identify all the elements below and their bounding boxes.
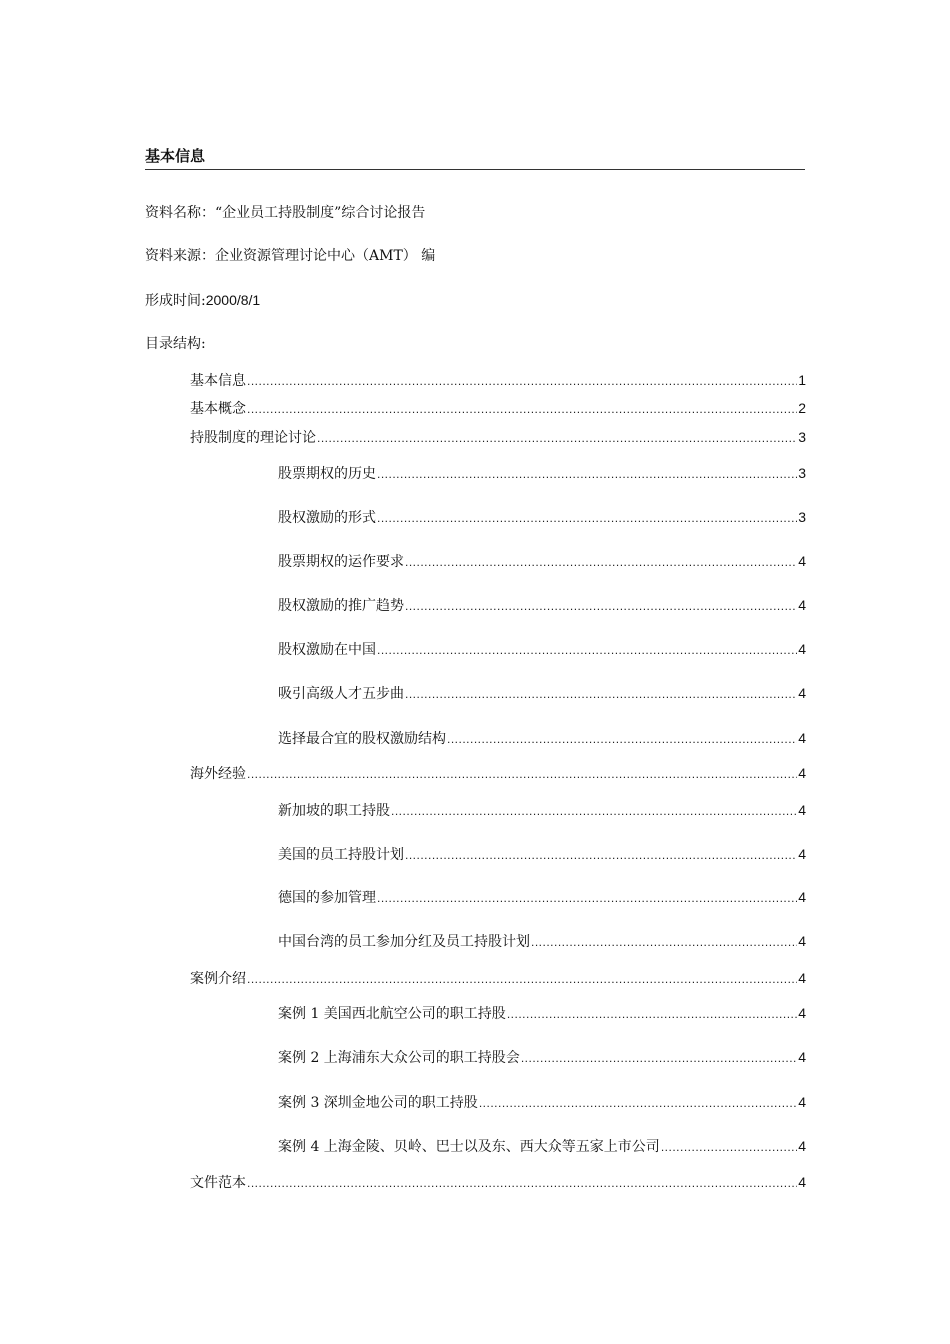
toc-entry[interactable] xyxy=(190,427,806,448)
toc-entry-title: 持股制度的理论讨论 xyxy=(190,430,316,446)
toc-entry-page: 4 xyxy=(798,933,806,949)
toc-dot-leader xyxy=(531,932,797,952)
toc-entry-title: 中国台湾的员工参加分红及员工持股计划 xyxy=(278,934,530,950)
toc-entry-page: 3 xyxy=(798,509,806,525)
toc-dot-leader xyxy=(405,684,797,704)
toc-entry-page: 4 xyxy=(798,846,806,862)
toc-entry-title: 股权激励在中国 xyxy=(278,642,376,658)
toc-entry-page: 2 xyxy=(798,400,806,416)
toc-entry[interactable] xyxy=(278,639,806,660)
toc-dot-leader xyxy=(247,371,797,391)
toc-entry[interactable] xyxy=(278,1136,806,1157)
toc-dot-leader xyxy=(247,399,797,419)
toc-entry[interactable] xyxy=(278,844,806,865)
toc-entry-page: 4 xyxy=(798,1005,806,1021)
toc-entry-page: 4 xyxy=(798,685,806,701)
toc-entry-title: 案例 4 上海金陵、贝岭、巴士以及东、西大众等五家上市公司 xyxy=(278,1139,660,1155)
toc-entry-title: 基本概念 xyxy=(190,401,246,417)
toc-entry-page: 3 xyxy=(798,429,806,445)
toc-dot-leader xyxy=(377,888,797,908)
toc-dot-leader xyxy=(377,508,797,528)
toc-entry-title: 德国的参加管理 xyxy=(278,890,376,906)
toc-dot-leader xyxy=(661,1137,797,1157)
meta-name-value: “企业员工持股制度”综合讨论报告 xyxy=(215,205,426,221)
toc-entry[interactable] xyxy=(190,763,806,784)
meta-source-value: 企业资源管理讨论中心（AMT） 编 xyxy=(215,248,436,264)
toc-entry-page: 4 xyxy=(798,553,806,569)
toc-entry-page: 1 xyxy=(798,372,806,388)
toc-entry-page: 4 xyxy=(798,970,806,986)
toc-entry-title: 股权激励的推广趋势 xyxy=(278,598,404,614)
toc-entry[interactable] xyxy=(278,1003,806,1024)
toc-entry-title: 案例 1 美国西北航空公司的职工持股 xyxy=(278,1006,506,1022)
toc-entry[interactable] xyxy=(278,683,806,704)
toc-entry[interactable] xyxy=(278,931,806,952)
toc-entry[interactable] xyxy=(278,507,806,528)
toc-entry[interactable] xyxy=(190,398,806,419)
meta-name-label: 资料名称： xyxy=(145,205,215,221)
toc-entry-page: 4 xyxy=(798,1174,806,1190)
meta-date-value: 2000/8/1 xyxy=(205,292,261,308)
toc-entry-title: 股票期权的运作要求 xyxy=(278,554,404,570)
toc-entry-title: 美国的员工持股计划 xyxy=(278,847,404,863)
toc-entry-title: 新加坡的职工持股 xyxy=(278,803,390,819)
toc-entry-title: 股票期权的历史 xyxy=(278,466,376,482)
toc-entry-title: 案例 2 上海浦东大众公司的职工持股会 xyxy=(278,1050,520,1066)
toc-dot-leader xyxy=(521,1048,797,1068)
toc-entry-title: 案例 3 深圳金地公司的职工持股 xyxy=(278,1095,478,1111)
toc-entry-title: 海外经验 xyxy=(190,766,246,782)
toc-dot-leader xyxy=(377,640,797,660)
toc-entry-page: 4 xyxy=(798,730,806,746)
toc-entry[interactable] xyxy=(190,370,806,391)
toc-dot-leader xyxy=(247,969,797,989)
toc-entry-title: 案例介绍 xyxy=(190,971,246,987)
toc-entry-title: 吸引高级人才五步曲 xyxy=(278,686,404,702)
toc-entry-page: 4 xyxy=(798,802,806,818)
toc-entry[interactable] xyxy=(278,1047,806,1068)
toc-dot-leader xyxy=(405,552,797,572)
toc-entry[interactable] xyxy=(278,595,806,616)
toc-dot-leader xyxy=(405,845,797,865)
toc-entry-page: 4 xyxy=(798,1049,806,1065)
toc-entry[interactable] xyxy=(278,551,806,572)
toc-dot-leader xyxy=(247,764,797,784)
toc-entry-page: 4 xyxy=(798,597,806,613)
toc-entry-page: 4 xyxy=(798,1138,806,1154)
toc-entry[interactable] xyxy=(278,463,806,484)
toc-entry-page: 4 xyxy=(798,765,806,781)
toc-dot-leader xyxy=(479,1093,797,1113)
toc-dot-leader xyxy=(447,729,797,749)
meta-source-label: 资料来源： xyxy=(145,248,215,264)
toc-label: 目录结构: xyxy=(145,336,206,352)
toc-entry-page: 4 xyxy=(798,889,806,905)
toc-entry[interactable] xyxy=(278,887,806,908)
toc-dot-leader xyxy=(507,1004,797,1024)
toc-entry[interactable] xyxy=(278,800,806,821)
toc-entry[interactable] xyxy=(278,1092,806,1113)
toc-entry[interactable] xyxy=(190,968,806,989)
toc-entry-title: 基本信息 xyxy=(190,373,246,389)
toc-entry-title: 文件范本 xyxy=(190,1175,246,1191)
toc-dot-leader xyxy=(247,1173,797,1193)
toc-entry-title: 股权激励的形式 xyxy=(278,510,376,526)
toc-dot-leader xyxy=(317,428,797,448)
section-title: 基本信息 xyxy=(145,145,805,170)
toc-entry-page: 3 xyxy=(798,465,806,481)
toc-entry-page: 4 xyxy=(798,1094,806,1110)
toc-entry[interactable] xyxy=(278,728,806,749)
toc-entry-title: 选择最合宜的股权激励结构 xyxy=(278,731,446,747)
toc-entry-page: 4 xyxy=(798,641,806,657)
toc-entry[interactable] xyxy=(190,1172,806,1193)
toc-dot-leader xyxy=(377,464,797,484)
meta-date-label: 形成时间: xyxy=(145,293,206,309)
toc-dot-leader xyxy=(405,596,797,616)
toc-dot-leader xyxy=(391,801,797,821)
